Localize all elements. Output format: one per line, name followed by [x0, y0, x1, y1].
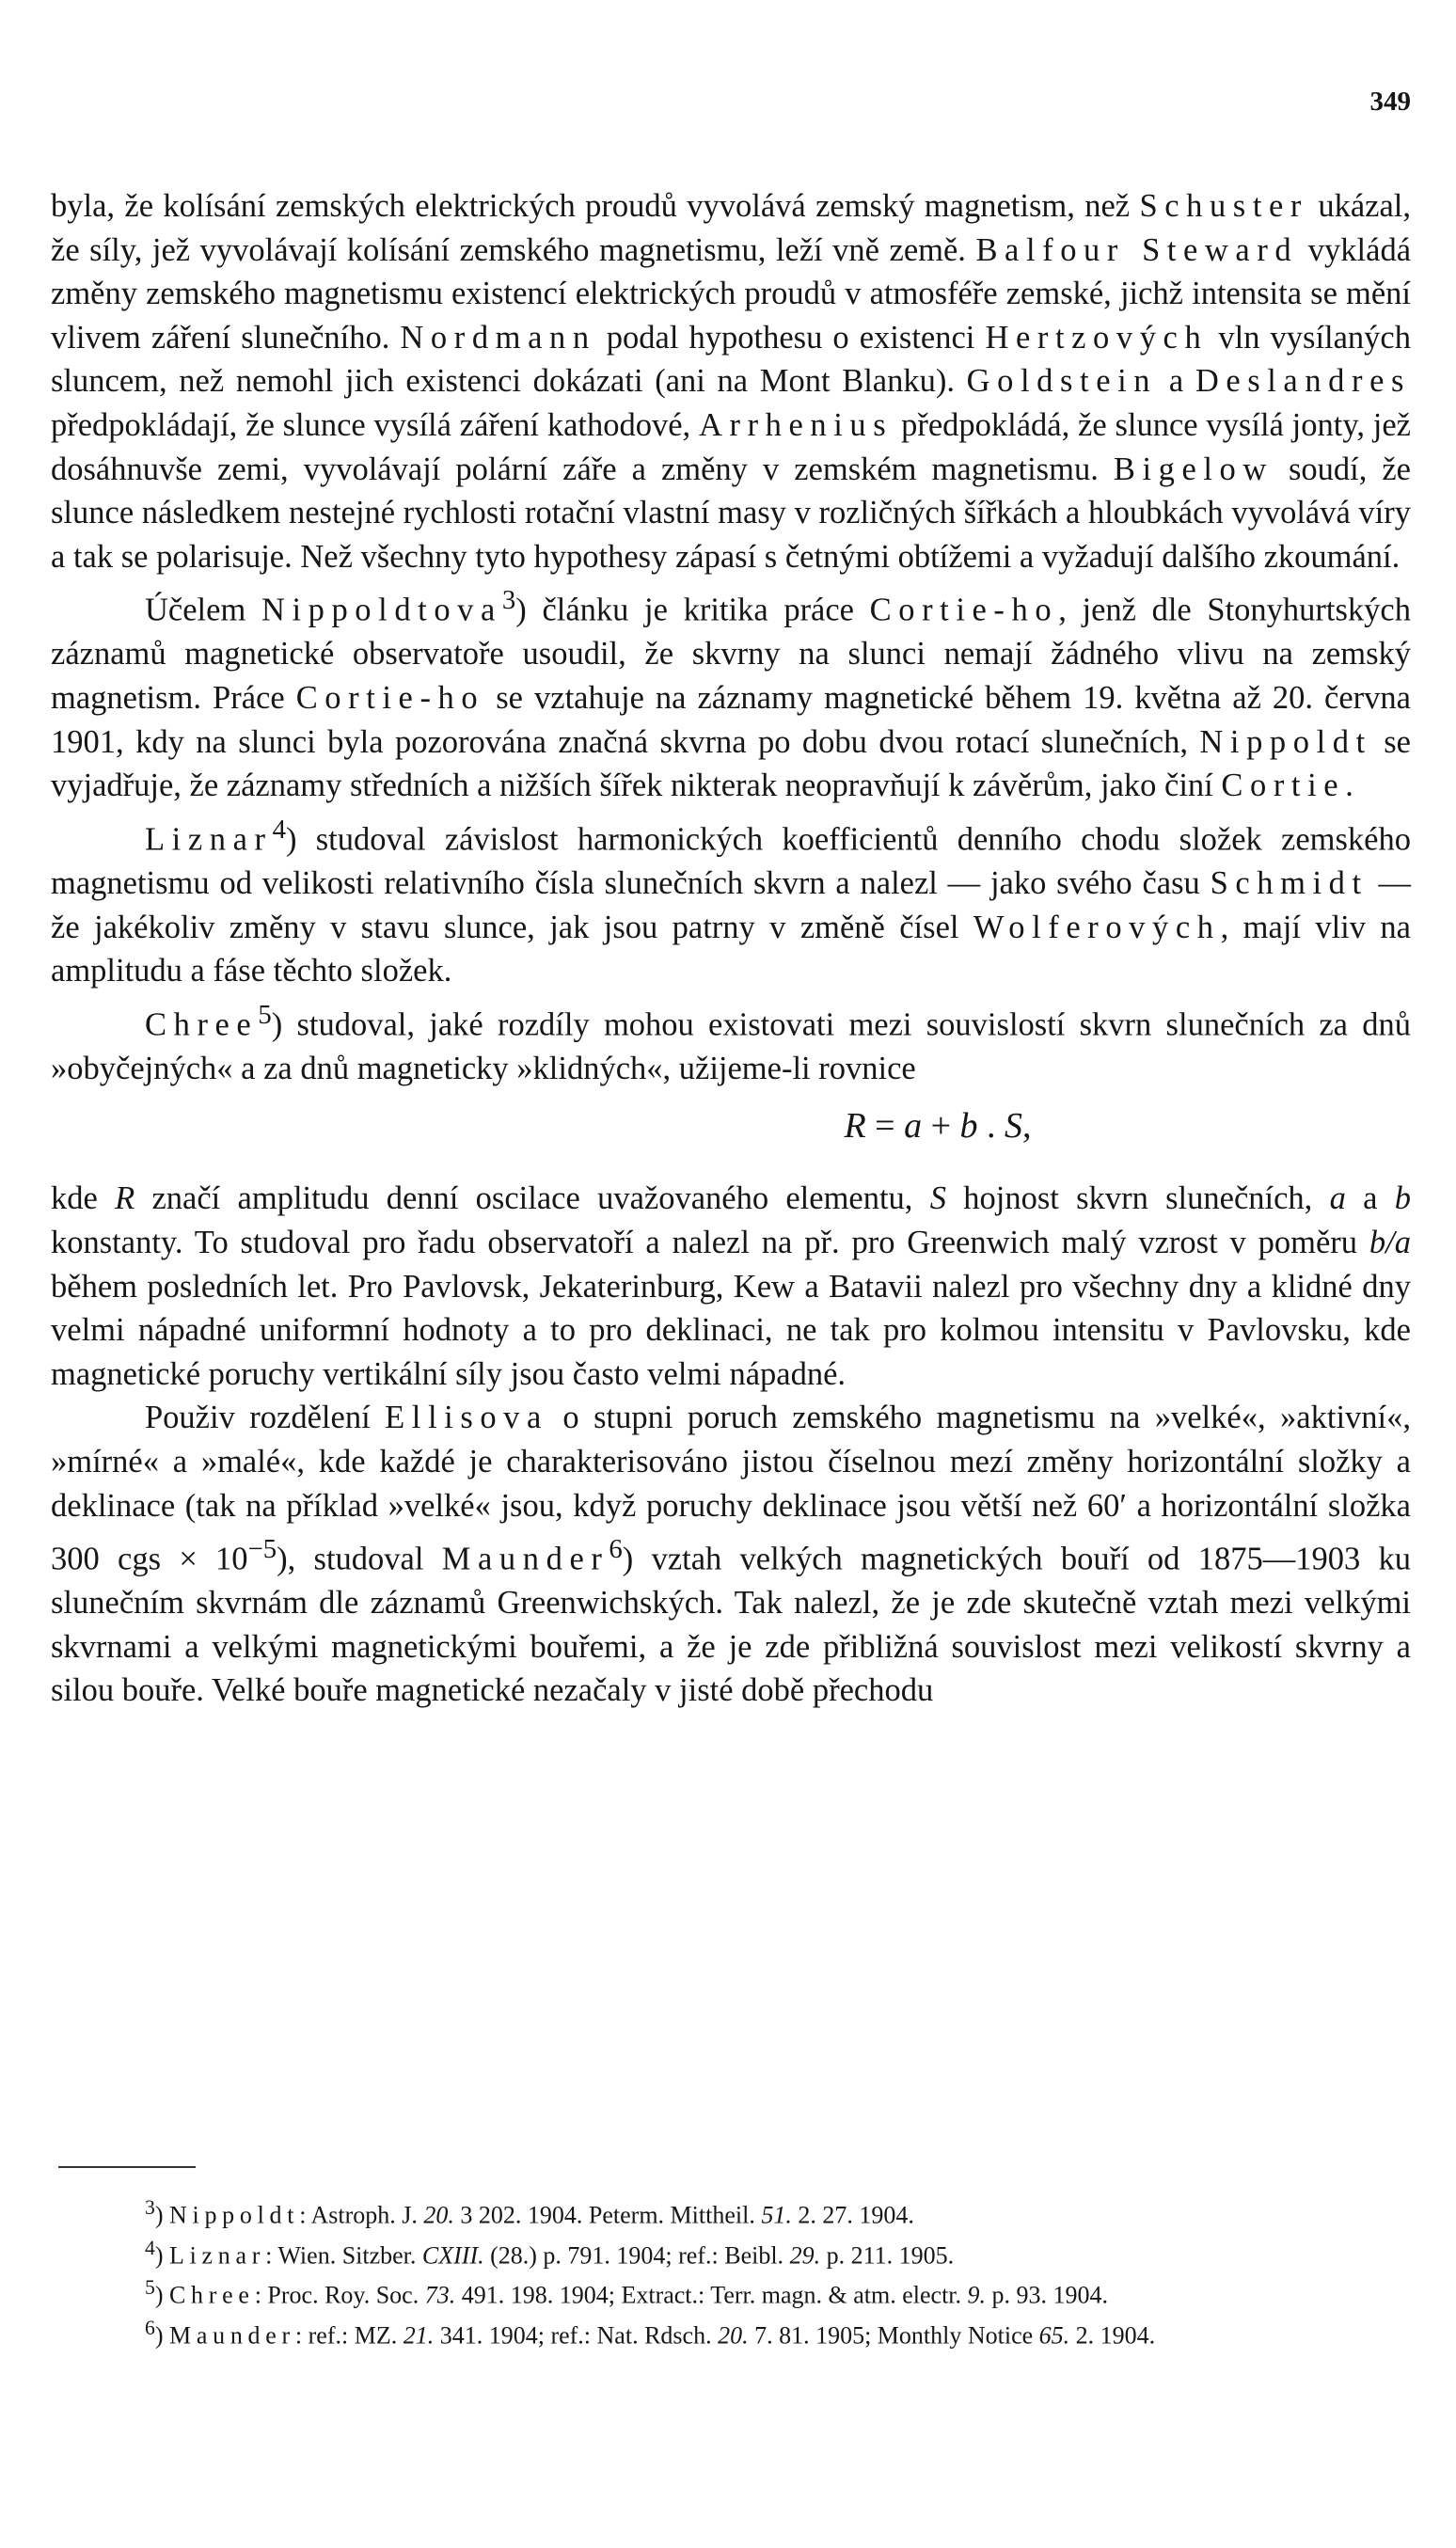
text-run: předpokládají, že slunce vysílá záření kathodové,	[51, 406, 699, 443]
footnote-ref: 5	[145, 2276, 155, 2300]
footnotes	[51, 2192, 1411, 2352]
spaced-name: Maunder	[441, 1541, 609, 1577]
formula-s: S	[1005, 1106, 1023, 1147]
spaced-name: Hertzových	[985, 319, 1209, 356]
footnote	[51, 2312, 1411, 2352]
text-run: : Astroph. J.	[299, 2201, 424, 2229]
text-run: 341. 1904; ref.: Nat. Rdsch.	[434, 2321, 719, 2350]
spaced-name: Liznar	[145, 821, 273, 858]
text-run: o stupni poruch zemského magnetismu na »velké«, »aktivní«, »mírné« a »malé«, kde každé je charakterisováno jistou číselnou mezí změny horizontální složky a deklinace (tak na příklad »velké« jsou, když poruchy deklinace jsou větší než 60′ a horizontální složka 300 cgs	[51, 1400, 1411, 1577]
footnote-ref: 6	[609, 1534, 623, 1565]
text-run: 7. 81. 1905; Monthly Notice	[748, 2321, 1039, 2350]
text-run: 2. 27. 1904.	[791, 2201, 914, 2229]
text-run: )	[154, 2201, 169, 2229]
footnote-ref: 3	[145, 2196, 155, 2219]
text-run: p. 211. 1905.	[820, 2241, 955, 2270]
spaced-name: Liznar	[169, 2241, 266, 2270]
italic-text: CXIII.	[421, 2241, 484, 2270]
italic-text: a	[1329, 1180, 1346, 1217]
footnote-ref: 3	[501, 585, 516, 616]
text-run: značí amplitudu denní oscilace uvažovaného elementu,	[135, 1180, 930, 1217]
formula-plus: +	[930, 1106, 952, 1147]
spaced-name: Maunder	[169, 2321, 295, 2350]
text-run: a	[1345, 1180, 1395, 1217]
paragraph	[51, 993, 1411, 1091]
text-run: hojnost skvrn slunečních,	[945, 1180, 1330, 1217]
page-number: 349	[1369, 87, 1411, 117]
text-run: 2. 1904.	[1069, 2321, 1156, 2350]
text-run: kde	[51, 1180, 116, 1217]
text-run: ukázal, že síly, jež vyvolávají kolísání zemského magnetismu, leží vně země.	[51, 188, 1411, 268]
spaced-name: Cortie-ho	[295, 680, 485, 717]
text-run: : ref.: MZ.	[294, 2321, 404, 2350]
spaced-name: Nordmann	[400, 319, 596, 356]
text-run: se vyjadřuje, že záznamy středních a nižších šířek nikterak neopravňují k závěrům, jako činí	[51, 723, 1411, 804]
text-run: ) článku je kritika práce	[515, 592, 870, 628]
paragraph	[51, 1396, 1411, 1713]
formula-lhs: R	[844, 1106, 866, 1147]
italic-text: 73.	[424, 2281, 456, 2309]
footnote-ref: 4	[145, 2236, 155, 2259]
footnote	[51, 2192, 1411, 2232]
spaced-name: Nippoldt	[1199, 723, 1372, 760]
text-run: soudí, že slunce následkem nestejné rychlosti rotační vlastní masy v rozličných šířkách a hloubkách vyvolává víry a tak se polarisuje. Než všechny tyto hypothesy zápasí s četnými obtížemi a vyžadují dalšího zkoumání.	[51, 451, 1411, 575]
spaced-name: Nippoldtova	[261, 592, 502, 628]
footnote	[51, 2232, 1411, 2272]
footnote-ref: 6	[145, 2316, 155, 2339]
spaced-name: Goldstein	[966, 363, 1158, 400]
text-run: )	[154, 2241, 169, 2270]
spaced-name: Ellisova	[385, 1400, 548, 1436]
spaced-name: Bigelow	[1113, 451, 1274, 487]
formula-end: ,	[1022, 1106, 1032, 1147]
text-run: p. 93. 1904.	[986, 2281, 1109, 2309]
italic-text: 51.	[761, 2201, 792, 2229]
text-run: podal hypothesu o existenci	[595, 319, 986, 356]
spaced-name: Cortie-ho	[869, 592, 1059, 628]
footnote-ref: 5	[258, 999, 272, 1030]
text-run: ) studoval závislost harmonických koefficientů denního chodu složek zemského magnetismu od velikosti relativního čísla slunečních skvrn a nalezl — jako svého času	[51, 821, 1411, 901]
text-run: : Wien. Sitzber.	[265, 2241, 422, 2270]
spaced-name: Wolferových	[973, 909, 1221, 945]
text-run: byla, že kolísání zemských elektrických proudů vyvolává zemský magnetism, než	[51, 188, 1140, 224]
text-run: a	[1157, 363, 1195, 400]
text-run: předpokládá, že slunce vysílá jonty, jež dosáhnuvše zemi, vyvolávají polární záře a změny v zemském magnetismu.	[51, 406, 1411, 487]
formula-b: b	[959, 1106, 978, 1147]
text-run: konstanty. To studoval pro řadu observatoří a nalezl na př. pro Greenwich malý vzrost v poměru	[51, 1224, 1369, 1260]
italic-text: S	[929, 1180, 946, 1217]
formula-dot: .	[987, 1106, 996, 1147]
italic-text: 20.	[423, 2201, 454, 2229]
spaced-name: Schmidt	[1210, 864, 1369, 901]
text-run: (28.) p. 791. 1904; ref.: Beibl.	[483, 2241, 790, 2270]
text-run: .	[1345, 768, 1353, 804]
footnote	[51, 2271, 1411, 2312]
formula-equals: =	[875, 1106, 895, 1147]
italic-text: b	[1394, 1180, 1411, 1217]
text-run: se vztahuje na záznamy magnetické během 19. května až 20. června 1901, kdy na slunci byla pozorována značná skvrna po dobu dvou rotací slunečních,	[51, 680, 1411, 760]
text-run: — že jakékoliv změny v stavu slunce, jak jsou patrny v změně čísel	[51, 864, 1411, 945]
spaced-name: Balfour Steward	[975, 231, 1299, 268]
text-run: vln vysílaných sluncem, než nemohl jich existenci dokázati (ani na Mont Blanku).	[51, 319, 1411, 400]
spaced-name: Deslandres	[1195, 363, 1411, 400]
text-run: : Proc. Roy. Soc.	[254, 2281, 425, 2309]
body-text	[51, 184, 1411, 1713]
spaced-name: Arrhenius	[698, 406, 894, 443]
text-run: Účelem	[145, 592, 261, 628]
text-run: ) vztah velkých magnetických bouří od 1875—1903 ku slunečním skvrnám dle záznamů Greenwichských. Tak nalezl, že je zde skutečně vztah mezi velkými skvrnami a velkými magnetickými bouřemi, a že je zde přibližná souvislost mezi velikostí skvrny a silou bouře. Velké bouře magnetické nezačaly v jisté době přechodu	[51, 1541, 1411, 1709]
paragraph	[51, 1177, 1411, 1396]
paragraph	[51, 808, 1411, 993]
text-run: vykládá změny zemského magnetismu existencí elektrických proudů v atmosféře zemské, jichž intensita se mění vlivem záření slunečního.	[51, 231, 1412, 356]
text-run: ), studoval	[277, 1541, 442, 1577]
italic-text: b/a	[1369, 1224, 1411, 1260]
text-run: během posledních let. Pro Pavlovsk, Jekaterinburg, Kew a Batavii nalezl pro všechny dny a klidné dny velmi nápadné uniformní hodnoty a to pro deklinaci, ne tak pro kolmou intensitu v Pavlovsku, kde magnetické poruchy vertikální síly jsou často velmi nápadné.	[51, 1268, 1411, 1392]
footnote-ref: 4	[272, 814, 286, 845]
text-run: 491. 198. 1904; Extract.: Terr. magn. & atm. electr.	[455, 2281, 968, 2309]
paragraph	[51, 184, 1411, 578]
footnote-divider	[58, 2166, 196, 2168]
text-run: Použiv rozdělení	[145, 1400, 386, 1436]
spaced-name: Chree	[145, 1006, 259, 1043]
italic-text: 9.	[967, 2281, 987, 2309]
text-run: ) studoval, jaké rozdíly mohou existovati mezi souvislostí skvrn slunečních za dnů »obyčejných« a za dnů magneticky »klidných«, užijeme-li rovnice	[51, 1006, 1411, 1086]
paragraph	[51, 578, 1411, 807]
italic-text: R	[115, 1180, 135, 1217]
formula-a: a	[904, 1106, 923, 1147]
text-run: , jenž dle Stonyhurtských záznamů magnetické observatoře usoudil, že skvrny na slunci nemají žádného vlivu na zemský magnetism. Práce	[51, 592, 1411, 717]
italic-text: 29.	[789, 2241, 821, 2270]
spaced-name: Chree	[169, 2281, 255, 2309]
italic-text: 21.	[403, 2321, 435, 2350]
text-run: )	[154, 2281, 169, 2309]
footnote-ref: −5	[247, 1534, 277, 1565]
italic-text: 20.	[718, 2321, 749, 2350]
text-run: 3 202. 1904. Peterm. Mittheil.	[453, 2201, 762, 2229]
italic-text: 65.	[1038, 2321, 1070, 2350]
spaced-name: Cortie	[1221, 768, 1346, 804]
spaced-name: Nippoldt	[169, 2201, 300, 2229]
spaced-name: Schuster	[1139, 188, 1308, 224]
text-run: , mají vliv na amplitudu a fáse těchto složek.	[51, 909, 1411, 989]
formula	[51, 1103, 1411, 1148]
text-run: )	[154, 2321, 169, 2350]
text-run: × 10	[179, 1541, 248, 1577]
